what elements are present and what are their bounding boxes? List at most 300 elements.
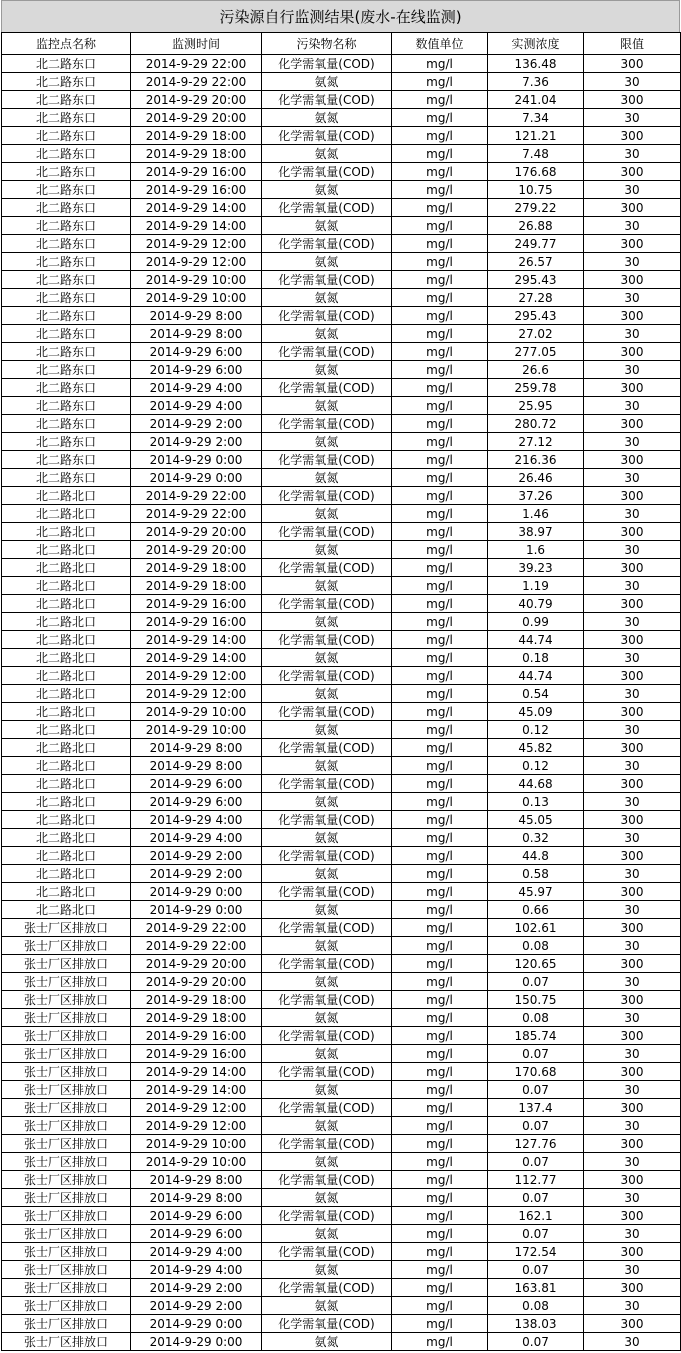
pollutant-cell: 氨氮 bbox=[262, 1297, 392, 1315]
table-row bbox=[2, 1243, 681, 1261]
unit-cell: mg/l bbox=[392, 55, 488, 73]
pollutant-cell: 氨氮 bbox=[262, 73, 392, 91]
table-row bbox=[2, 649, 681, 667]
unit-cell: mg/l bbox=[392, 1261, 488, 1279]
concentration-cell: 127.76 bbox=[488, 1135, 584, 1153]
unit-cell: mg/l bbox=[392, 289, 488, 307]
table-row bbox=[2, 631, 681, 649]
table-row bbox=[2, 1207, 681, 1225]
pollutant-cell: 化学需氧量(COD) bbox=[262, 235, 392, 253]
site-cell: 北二路东口 bbox=[2, 271, 131, 289]
pollutant-cell: 氨氮 bbox=[262, 649, 392, 667]
time-cell: 2014-9-29 18:00 bbox=[131, 991, 262, 1009]
site-cell: 北二路北口 bbox=[2, 829, 131, 847]
site-cell: 北二路北口 bbox=[2, 577, 131, 595]
site-cell: 张士厂区排放口 bbox=[2, 1099, 131, 1117]
limit-cell: 30 bbox=[584, 1189, 681, 1207]
time-cell: 2014-9-29 18:00 bbox=[131, 559, 262, 577]
column-header-concentration: 实测浓度 bbox=[488, 33, 584, 55]
unit-cell: mg/l bbox=[392, 379, 488, 397]
unit-cell: mg/l bbox=[392, 937, 488, 955]
table-row bbox=[2, 235, 681, 253]
concentration-cell: 295.43 bbox=[488, 307, 584, 325]
time-cell: 2014-9-29 4:00 bbox=[131, 379, 262, 397]
time-cell: 2014-9-29 6:00 bbox=[131, 775, 262, 793]
table-row bbox=[2, 703, 681, 721]
site-cell: 北二路北口 bbox=[2, 757, 131, 775]
site-cell: 北二路东口 bbox=[2, 325, 131, 343]
time-cell: 2014-9-29 18:00 bbox=[131, 145, 262, 163]
time-cell: 2014-9-29 0:00 bbox=[131, 1333, 262, 1351]
pollutant-cell: 化学需氧量(COD) bbox=[262, 523, 392, 541]
unit-cell: mg/l bbox=[392, 163, 488, 181]
limit-cell: 300 bbox=[584, 415, 681, 433]
table-row bbox=[2, 1081, 681, 1099]
time-cell: 2014-9-29 2:00 bbox=[131, 1279, 262, 1297]
unit-cell: mg/l bbox=[392, 847, 488, 865]
table-row bbox=[2, 1261, 681, 1279]
limit-cell: 30 bbox=[584, 397, 681, 415]
pollutant-cell: 化学需氧量(COD) bbox=[262, 91, 392, 109]
unit-cell: mg/l bbox=[392, 919, 488, 937]
time-cell: 2014-9-29 16:00 bbox=[131, 1045, 262, 1063]
concentration-cell: 26.6 bbox=[488, 361, 584, 379]
concentration-cell: 249.77 bbox=[488, 235, 584, 253]
table-row bbox=[2, 1171, 681, 1189]
limit-cell: 30 bbox=[584, 145, 681, 163]
unit-cell: mg/l bbox=[392, 757, 488, 775]
table-row bbox=[2, 1279, 681, 1297]
time-cell: 2014-9-29 20:00 bbox=[131, 955, 262, 973]
site-cell: 张士厂区排放口 bbox=[2, 1117, 131, 1135]
concentration-cell: 0.66 bbox=[488, 901, 584, 919]
unit-cell: mg/l bbox=[392, 991, 488, 1009]
limit-cell: 30 bbox=[584, 289, 681, 307]
time-cell: 2014-9-29 2:00 bbox=[131, 865, 262, 883]
time-cell: 2014-9-29 20:00 bbox=[131, 109, 262, 127]
time-cell: 2014-9-29 14:00 bbox=[131, 649, 262, 667]
pollutant-cell: 化学需氧量(COD) bbox=[262, 1207, 392, 1225]
report-title: 污染源自行监测结果(废水-在线监测) bbox=[1, 0, 680, 32]
limit-cell: 300 bbox=[584, 883, 681, 901]
unit-cell: mg/l bbox=[392, 703, 488, 721]
unit-cell: mg/l bbox=[392, 811, 488, 829]
table-row bbox=[2, 1009, 681, 1027]
table-row bbox=[2, 739, 681, 757]
unit-cell: mg/l bbox=[392, 1225, 488, 1243]
table-row bbox=[2, 325, 681, 343]
unit-cell: mg/l bbox=[392, 559, 488, 577]
pollutant-cell: 氨氮 bbox=[262, 1009, 392, 1027]
limit-cell: 300 bbox=[584, 1063, 681, 1081]
time-cell: 2014-9-29 20:00 bbox=[131, 973, 262, 991]
concentration-cell: 163.81 bbox=[488, 1279, 584, 1297]
pollutant-cell: 化学需氧量(COD) bbox=[262, 703, 392, 721]
table-row bbox=[2, 847, 681, 865]
monitoring-table bbox=[1, 32, 681, 1351]
concentration-cell: 1.46 bbox=[488, 505, 584, 523]
table-row bbox=[2, 253, 681, 271]
time-cell: 2014-9-29 16:00 bbox=[131, 1027, 262, 1045]
pollutant-cell: 氨氮 bbox=[262, 757, 392, 775]
concentration-cell: 0.07 bbox=[488, 1189, 584, 1207]
table-row bbox=[2, 163, 681, 181]
limit-cell: 300 bbox=[584, 1135, 681, 1153]
unit-cell: mg/l bbox=[392, 307, 488, 325]
table-row bbox=[2, 505, 681, 523]
concentration-cell: 27.02 bbox=[488, 325, 584, 343]
concentration-cell: 176.68 bbox=[488, 163, 584, 181]
time-cell: 2014-9-29 10:00 bbox=[131, 1153, 262, 1171]
concentration-cell: 185.74 bbox=[488, 1027, 584, 1045]
pollutant-cell: 氨氮 bbox=[262, 1045, 392, 1063]
table-row bbox=[2, 55, 681, 73]
table-row bbox=[2, 397, 681, 415]
table-row bbox=[2, 757, 681, 775]
time-cell: 2014-9-29 8:00 bbox=[131, 1189, 262, 1207]
unit-cell: mg/l bbox=[392, 145, 488, 163]
table-row bbox=[2, 451, 681, 469]
concentration-cell: 7.36 bbox=[488, 73, 584, 91]
pollutant-cell: 氨氮 bbox=[262, 289, 392, 307]
limit-cell: 30 bbox=[584, 1009, 681, 1027]
unit-cell: mg/l bbox=[392, 1297, 488, 1315]
time-cell: 2014-9-29 0:00 bbox=[131, 1315, 262, 1333]
site-cell: 北二路东口 bbox=[2, 163, 131, 181]
site-cell: 张士厂区排放口 bbox=[2, 991, 131, 1009]
unit-cell: mg/l bbox=[392, 685, 488, 703]
unit-cell: mg/l bbox=[392, 487, 488, 505]
concentration-cell: 26.46 bbox=[488, 469, 584, 487]
table-row bbox=[2, 973, 681, 991]
site-cell: 北二路东口 bbox=[2, 343, 131, 361]
unit-cell: mg/l bbox=[392, 541, 488, 559]
unit-cell: mg/l bbox=[392, 271, 488, 289]
table-row bbox=[2, 307, 681, 325]
time-cell: 2014-9-29 8:00 bbox=[131, 325, 262, 343]
time-cell: 2014-9-29 20:00 bbox=[131, 523, 262, 541]
concentration-cell: 120.65 bbox=[488, 955, 584, 973]
unit-cell: mg/l bbox=[392, 433, 488, 451]
limit-cell: 30 bbox=[584, 577, 681, 595]
concentration-cell: 0.32 bbox=[488, 829, 584, 847]
time-cell: 2014-9-29 0:00 bbox=[131, 883, 262, 901]
unit-cell: mg/l bbox=[392, 217, 488, 235]
unit-cell: mg/l bbox=[392, 199, 488, 217]
pollutant-cell: 氨氮 bbox=[262, 1081, 392, 1099]
limit-cell: 30 bbox=[584, 181, 681, 199]
concentration-cell: 26.57 bbox=[488, 253, 584, 271]
unit-cell: mg/l bbox=[392, 1279, 488, 1297]
limit-cell: 30 bbox=[584, 937, 681, 955]
pollutant-cell: 化学需氧量(COD) bbox=[262, 271, 392, 289]
limit-cell: 300 bbox=[584, 667, 681, 685]
table-row bbox=[2, 883, 681, 901]
pollutant-cell: 氨氮 bbox=[262, 1117, 392, 1135]
limit-cell: 300 bbox=[584, 199, 681, 217]
table-row bbox=[2, 379, 681, 397]
table-row bbox=[2, 595, 681, 613]
limit-cell: 300 bbox=[584, 775, 681, 793]
column-header-site: 监控点名称 bbox=[2, 33, 131, 55]
time-cell: 2014-9-29 14:00 bbox=[131, 1081, 262, 1099]
unit-cell: mg/l bbox=[392, 631, 488, 649]
time-cell: 2014-9-29 22:00 bbox=[131, 919, 262, 937]
site-cell: 张士厂区排放口 bbox=[2, 1189, 131, 1207]
concentration-cell: 172.54 bbox=[488, 1243, 584, 1261]
site-cell: 北二路东口 bbox=[2, 397, 131, 415]
pollutant-cell: 氨氮 bbox=[262, 397, 392, 415]
limit-cell: 300 bbox=[584, 1315, 681, 1333]
table-row bbox=[2, 217, 681, 235]
site-cell: 北二路北口 bbox=[2, 631, 131, 649]
pollutant-cell: 氨氮 bbox=[262, 793, 392, 811]
pollutant-cell: 化学需氧量(COD) bbox=[262, 775, 392, 793]
concentration-cell: 0.07 bbox=[488, 1153, 584, 1171]
pollutant-cell: 氨氮 bbox=[262, 145, 392, 163]
unit-cell: mg/l bbox=[392, 775, 488, 793]
site-cell: 张士厂区排放口 bbox=[2, 919, 131, 937]
column-header-limit: 限值 bbox=[584, 33, 681, 55]
concentration-cell: 0.08 bbox=[488, 1009, 584, 1027]
pollutant-cell: 化学需氧量(COD) bbox=[262, 1243, 392, 1261]
table-row bbox=[2, 271, 681, 289]
unit-cell: mg/l bbox=[392, 181, 488, 199]
pollutant-cell: 氨氮 bbox=[262, 865, 392, 883]
table-row bbox=[2, 1063, 681, 1081]
table-row bbox=[2, 901, 681, 919]
unit-cell: mg/l bbox=[392, 865, 488, 883]
concentration-cell: 121.21 bbox=[488, 127, 584, 145]
limit-cell: 300 bbox=[584, 811, 681, 829]
table-row bbox=[2, 1333, 681, 1351]
site-cell: 张士厂区排放口 bbox=[2, 1243, 131, 1261]
concentration-cell: 0.12 bbox=[488, 757, 584, 775]
concentration-cell: 44.68 bbox=[488, 775, 584, 793]
time-cell: 2014-9-29 18:00 bbox=[131, 1009, 262, 1027]
limit-cell: 300 bbox=[584, 307, 681, 325]
concentration-cell: 25.95 bbox=[488, 397, 584, 415]
pollutant-cell: 氨氮 bbox=[262, 325, 392, 343]
site-cell: 北二路北口 bbox=[2, 523, 131, 541]
pollutant-cell: 氨氮 bbox=[262, 361, 392, 379]
concentration-cell: 241.04 bbox=[488, 91, 584, 109]
site-cell: 北二路东口 bbox=[2, 307, 131, 325]
site-cell: 张士厂区排放口 bbox=[2, 1225, 131, 1243]
pollutant-cell: 氨氮 bbox=[262, 541, 392, 559]
site-cell: 北二路东口 bbox=[2, 361, 131, 379]
site-cell: 北二路东口 bbox=[2, 91, 131, 109]
concentration-cell: 38.97 bbox=[488, 523, 584, 541]
concentration-cell: 279.22 bbox=[488, 199, 584, 217]
time-cell: 2014-9-29 10:00 bbox=[131, 703, 262, 721]
concentration-cell: 39.23 bbox=[488, 559, 584, 577]
concentration-cell: 10.75 bbox=[488, 181, 584, 199]
pollutant-cell: 氨氮 bbox=[262, 1261, 392, 1279]
time-cell: 2014-9-29 10:00 bbox=[131, 289, 262, 307]
table-row bbox=[2, 955, 681, 973]
time-cell: 2014-9-29 8:00 bbox=[131, 739, 262, 757]
site-cell: 北二路北口 bbox=[2, 703, 131, 721]
table-row bbox=[2, 577, 681, 595]
pollutant-cell: 化学需氧量(COD) bbox=[262, 1063, 392, 1081]
limit-cell: 300 bbox=[584, 1099, 681, 1117]
unit-cell: mg/l bbox=[392, 451, 488, 469]
pollutant-cell: 化学需氧量(COD) bbox=[262, 163, 392, 181]
time-cell: 2014-9-29 2:00 bbox=[131, 1297, 262, 1315]
table-row bbox=[2, 559, 681, 577]
table-row bbox=[2, 613, 681, 631]
unit-cell: mg/l bbox=[392, 73, 488, 91]
pollutant-cell: 化学需氧量(COD) bbox=[262, 1027, 392, 1045]
concentration-cell: 170.68 bbox=[488, 1063, 584, 1081]
time-cell: 2014-9-29 14:00 bbox=[131, 631, 262, 649]
limit-cell: 300 bbox=[584, 919, 681, 937]
time-cell: 2014-9-29 14:00 bbox=[131, 1063, 262, 1081]
table-row bbox=[2, 1153, 681, 1171]
time-cell: 2014-9-29 6:00 bbox=[131, 361, 262, 379]
site-cell: 北二路北口 bbox=[2, 865, 131, 883]
site-cell: 北二路北口 bbox=[2, 901, 131, 919]
pollutant-cell: 化学需氧量(COD) bbox=[262, 559, 392, 577]
concentration-cell: 0.54 bbox=[488, 685, 584, 703]
site-cell: 北二路北口 bbox=[2, 811, 131, 829]
pollutant-cell: 化学需氧量(COD) bbox=[262, 1315, 392, 1333]
site-cell: 张士厂区排放口 bbox=[2, 1207, 131, 1225]
site-cell: 北二路北口 bbox=[2, 793, 131, 811]
table-row bbox=[2, 361, 681, 379]
concentration-cell: 0.08 bbox=[488, 937, 584, 955]
pollutant-cell: 氨氮 bbox=[262, 829, 392, 847]
site-cell: 张士厂区排放口 bbox=[2, 1261, 131, 1279]
concentration-cell: 0.07 bbox=[488, 1081, 584, 1099]
limit-cell: 30 bbox=[584, 469, 681, 487]
concentration-cell: 0.18 bbox=[488, 649, 584, 667]
site-cell: 张士厂区排放口 bbox=[2, 1081, 131, 1099]
pollutant-cell: 化学需氧量(COD) bbox=[262, 451, 392, 469]
unit-cell: mg/l bbox=[392, 235, 488, 253]
time-cell: 2014-9-29 8:00 bbox=[131, 307, 262, 325]
pollutant-cell: 氨氮 bbox=[262, 253, 392, 271]
unit-cell: mg/l bbox=[392, 505, 488, 523]
concentration-cell: 0.07 bbox=[488, 1117, 584, 1135]
pollutant-cell: 氨氮 bbox=[262, 973, 392, 991]
pollutant-cell: 化学需氧量(COD) bbox=[262, 667, 392, 685]
site-cell: 北二路东口 bbox=[2, 253, 131, 271]
time-cell: 2014-9-29 2:00 bbox=[131, 415, 262, 433]
site-cell: 北二路北口 bbox=[2, 649, 131, 667]
concentration-cell: 7.34 bbox=[488, 109, 584, 127]
limit-cell: 30 bbox=[584, 721, 681, 739]
pollutant-cell: 化学需氧量(COD) bbox=[262, 811, 392, 829]
table-row bbox=[2, 991, 681, 1009]
site-cell: 北二路东口 bbox=[2, 145, 131, 163]
limit-cell: 300 bbox=[584, 91, 681, 109]
site-cell: 北二路东口 bbox=[2, 289, 131, 307]
concentration-cell: 0.07 bbox=[488, 1225, 584, 1243]
table-row bbox=[2, 667, 681, 685]
time-cell: 2014-9-29 16:00 bbox=[131, 163, 262, 181]
table-header-row bbox=[2, 33, 681, 55]
site-cell: 张士厂区排放口 bbox=[2, 1171, 131, 1189]
unit-cell: mg/l bbox=[392, 1099, 488, 1117]
pollutant-cell: 氨氮 bbox=[262, 1153, 392, 1171]
site-cell: 张士厂区排放口 bbox=[2, 1135, 131, 1153]
concentration-cell: 0.07 bbox=[488, 1333, 584, 1351]
time-cell: 2014-9-29 12:00 bbox=[131, 667, 262, 685]
concentration-cell: 162.1 bbox=[488, 1207, 584, 1225]
time-cell: 2014-9-29 12:00 bbox=[131, 253, 262, 271]
time-cell: 2014-9-29 22:00 bbox=[131, 55, 262, 73]
pollutant-cell: 氨氮 bbox=[262, 1333, 392, 1351]
site-cell: 北二路东口 bbox=[2, 379, 131, 397]
table-row bbox=[2, 721, 681, 739]
concentration-cell: 216.36 bbox=[488, 451, 584, 469]
concentration-cell: 0.58 bbox=[488, 865, 584, 883]
site-cell: 北二路北口 bbox=[2, 847, 131, 865]
time-cell: 2014-9-29 4:00 bbox=[131, 811, 262, 829]
table-body bbox=[2, 55, 681, 1351]
limit-cell: 300 bbox=[584, 559, 681, 577]
unit-cell: mg/l bbox=[392, 667, 488, 685]
limit-cell: 30 bbox=[584, 253, 681, 271]
site-cell: 张士厂区排放口 bbox=[2, 937, 131, 955]
limit-cell: 300 bbox=[584, 991, 681, 1009]
time-cell: 2014-9-29 4:00 bbox=[131, 397, 262, 415]
site-cell: 北二路北口 bbox=[2, 505, 131, 523]
table-row bbox=[2, 109, 681, 127]
time-cell: 2014-9-29 22:00 bbox=[131, 487, 262, 505]
unit-cell: mg/l bbox=[392, 721, 488, 739]
table-row bbox=[2, 127, 681, 145]
concentration-cell: 136.48 bbox=[488, 55, 584, 73]
concentration-cell: 27.28 bbox=[488, 289, 584, 307]
unit-cell: mg/l bbox=[392, 253, 488, 271]
time-cell: 2014-9-29 12:00 bbox=[131, 235, 262, 253]
site-cell: 北二路东口 bbox=[2, 235, 131, 253]
limit-cell: 300 bbox=[584, 955, 681, 973]
limit-cell: 300 bbox=[584, 1027, 681, 1045]
limit-cell: 30 bbox=[584, 109, 681, 127]
pollutant-cell: 化学需氧量(COD) bbox=[262, 631, 392, 649]
table-row bbox=[2, 829, 681, 847]
time-cell: 2014-9-29 10:00 bbox=[131, 721, 262, 739]
table-row bbox=[2, 415, 681, 433]
unit-cell: mg/l bbox=[392, 883, 488, 901]
unit-cell: mg/l bbox=[392, 1171, 488, 1189]
pollutant-cell: 氨氮 bbox=[262, 577, 392, 595]
limit-cell: 30 bbox=[584, 73, 681, 91]
pollutant-cell: 氨氮 bbox=[262, 901, 392, 919]
limit-cell: 300 bbox=[584, 127, 681, 145]
table-row bbox=[2, 145, 681, 163]
time-cell: 2014-9-29 0:00 bbox=[131, 469, 262, 487]
table-row bbox=[2, 1117, 681, 1135]
time-cell: 2014-9-29 6:00 bbox=[131, 343, 262, 361]
time-cell: 2014-9-29 16:00 bbox=[131, 181, 262, 199]
concentration-cell: 0.99 bbox=[488, 613, 584, 631]
time-cell: 2014-9-29 6:00 bbox=[131, 1207, 262, 1225]
concentration-cell: 44.74 bbox=[488, 631, 584, 649]
unit-cell: mg/l bbox=[392, 1153, 488, 1171]
limit-cell: 30 bbox=[584, 757, 681, 775]
time-cell: 2014-9-29 16:00 bbox=[131, 613, 262, 631]
limit-cell: 30 bbox=[584, 865, 681, 883]
site-cell: 北二路东口 bbox=[2, 109, 131, 127]
table-row bbox=[2, 919, 681, 937]
site-cell: 北二路东口 bbox=[2, 433, 131, 451]
time-cell: 2014-9-29 6:00 bbox=[131, 793, 262, 811]
